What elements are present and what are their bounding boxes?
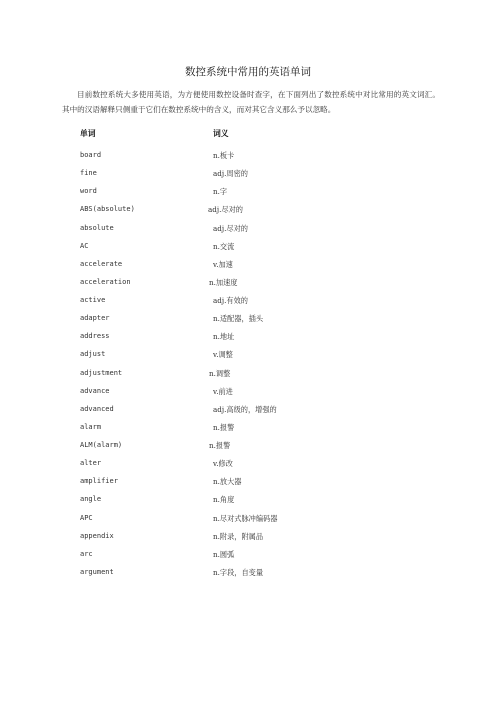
- entry-word: adjustment: [80, 368, 123, 377]
- vocabulary-entry: [0, 205, 496, 223]
- entry-meaning: adj.高级的，增强的: [213, 404, 277, 414]
- column-header-meaning: 词义: [213, 129, 229, 138]
- vocabulary-entry: [0, 278, 496, 296]
- vocabulary-entry: [0, 187, 496, 205]
- entry-meaning: n.角度: [213, 495, 235, 505]
- entry-meaning: n.适配器，插头: [213, 314, 264, 324]
- entry-meaning: n.调整: [209, 368, 231, 378]
- entry-meaning: n.附录，附属品: [213, 531, 264, 541]
- vocabulary-entry: [0, 332, 496, 350]
- vocabulary-entry: [0, 423, 496, 441]
- entry-word: ABS(absolute): [80, 205, 135, 214]
- entry-meaning: v.加速: [213, 259, 233, 269]
- entry-word: amplifier: [80, 477, 118, 486]
- entry-word: active: [80, 296, 106, 304]
- entry-meaning: adj.周密的: [213, 169, 248, 179]
- entry-meaning: v.调整: [213, 350, 233, 360]
- entry-meaning: n.字段，自变量: [213, 567, 264, 577]
- vocabulary-entry: [0, 495, 496, 513]
- vocabulary-entry: [0, 387, 496, 405]
- entry-word: AC: [80, 241, 89, 250]
- entry-meaning: v.前进: [213, 386, 233, 396]
- vocabulary-entry: [0, 350, 496, 368]
- entry-word: address: [80, 332, 110, 341]
- entry-meaning: n.交流: [213, 241, 235, 251]
- vocabulary-entry: [0, 369, 496, 387]
- vocabulary-entry: [0, 532, 496, 550]
- entry-word: adjust: [80, 350, 106, 359]
- entry-word: arc: [80, 549, 93, 558]
- entry-word: absolute: [80, 223, 114, 232]
- vocabulary-entry: [0, 260, 496, 278]
- entry-meaning: adj.尽对的: [208, 205, 243, 215]
- entry-meaning: n.尽对式脉冲编码器: [213, 513, 278, 523]
- entry-meaning: v.修改: [213, 459, 233, 469]
- vocabulary-entry: [0, 151, 496, 169]
- entry-word: ALM(alarm): [80, 441, 123, 449]
- vocabulary-entry: [0, 459, 496, 477]
- entry-word: board: [80, 151, 102, 159]
- vocabulary-entry: [0, 242, 496, 260]
- vocabulary-entry: [0, 514, 496, 532]
- entry-word: angle: [80, 495, 102, 504]
- vocabulary-entry: [0, 550, 496, 568]
- vocabulary-entry: [0, 224, 496, 242]
- entry-meaning: n.加速度: [209, 277, 238, 287]
- entry-word: advance: [80, 386, 110, 395]
- intro-paragraph: 目前数控系统大多使用英语，为方便使用数控设备时查字，在下面列出了数控系统中对比常用的英文词汇。其中的汉语解释只侧重于它们在数控系统中的含义，而对其它含义那么予以忽略。: [62, 90, 440, 114]
- vocabulary-entry: [0, 296, 496, 314]
- entry-word: accelerate: [80, 259, 123, 268]
- vocabulary-entry: [0, 169, 496, 187]
- vocabulary-entry: [0, 477, 496, 495]
- vocabulary-entry: [0, 314, 496, 332]
- entry-word: adapter: [80, 314, 110, 323]
- entry-meaning: n.报警: [209, 441, 231, 450]
- entry-meaning: n.圆弧: [213, 549, 235, 559]
- entry-word: acceleration: [80, 277, 131, 286]
- entry-meaning: n.放大器: [213, 477, 242, 487]
- entry-meaning: n.字: [213, 187, 228, 197]
- entry-word: argument: [80, 567, 114, 576]
- entry-word: word: [80, 187, 97, 196]
- vocabulary-entry: [0, 441, 496, 459]
- entry-word: advanced: [80, 404, 114, 413]
- vocabulary-entry: [0, 405, 496, 423]
- entry-word: alter: [80, 459, 102, 468]
- entry-meaning: n.报警: [213, 422, 235, 432]
- vocabulary-list: [0, 151, 496, 586]
- entry-meaning: n.板卡: [213, 151, 235, 160]
- document-title: 数控系统中常用的英语单词: [185, 66, 311, 78]
- vocabulary-entry: [0, 568, 496, 586]
- entry-word: fine: [80, 169, 97, 178]
- entry-word: alarm: [80, 422, 102, 431]
- entry-meaning: adj.有效的: [213, 296, 248, 305]
- entry-meaning: n.地址: [213, 332, 235, 342]
- entry-meaning: adj.尽对的: [213, 223, 248, 233]
- entry-word: appendix: [80, 531, 114, 540]
- entry-word: APC: [80, 513, 93, 522]
- column-header-word: 单词: [80, 129, 96, 138]
